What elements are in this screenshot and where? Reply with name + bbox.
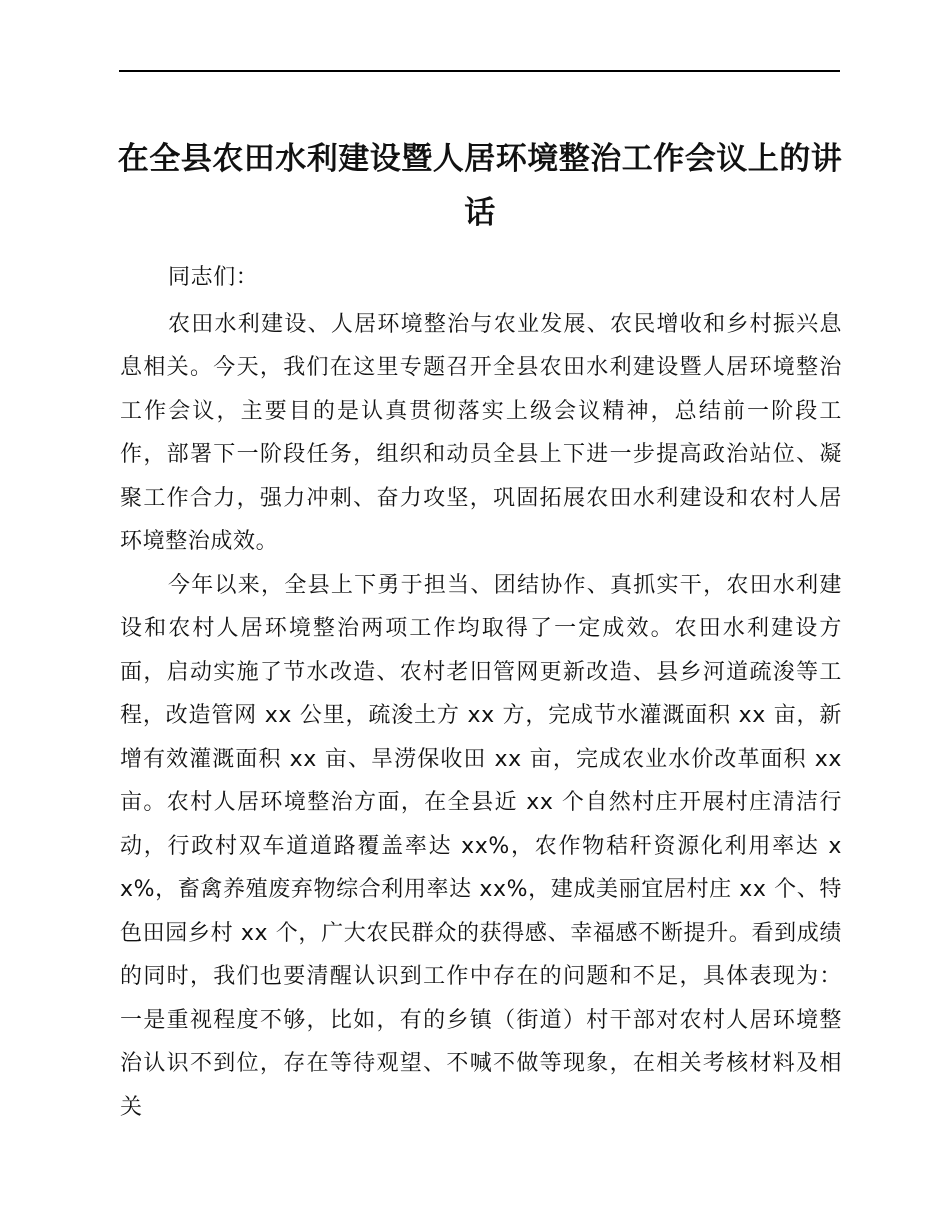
document-body [120, 256, 842, 1129]
body-paragraph-1: 农田水利建设、人居环境整治与农业发展、农民增收和乡村振兴息息相关。今天，我们在这里专题召开全县农田水利建设暨人居环境整治工作会议，主要目的是认真贯彻落实上级会议精神，总结前一阶段工作，部署下一阶段任务，组织和动员全县上下进一步提高政治站位、凝聚工作合力，强力冲刺、奋力攻坚，巩固拓展农田水利建设和农村人居环境整治成效。 [120, 311, 842, 554]
header-rule [119, 70, 840, 72]
salutation: 同志们： [168, 265, 259, 290]
body-paragraph-2: 今年以来，全县上下勇于担当、团结协作、真抓实干，农田水利建设和农村人居环境整治两项工作均取得了一定成效。农田水利建设方面，启动实施了节水改造、农村老旧管网更新改造、县乡河道疏浚等工程，改造管网 xx 公里，疏浚土方 xx 方，完成节水灌溉面积 xx 亩，新增有效灌溉面积 xx 亩、旱涝保收田 xx 亩，完成农业水价改革面积 xx 亩。农村人居环境整治方面，在全县近 xx 个自然村庄开展村庄清洁行动，行政村双车道道路覆盖率达 xx%，农作物秸秆资源化利用率达 xx%，畜禽养殖废弃物综合利用率达 xx%，建成美丽宜居村庄 xx 个、特色田园乡村 xx 个，广大农民群众的获得感、幸福感不断提升。看到成绩的同时，我们也要清醒认识到工作中存在的问题和不足，具体表现为：一是重视程度不够，比如，有的乡镇（街道）村干部对农村人居环境整治认识不到位，存在等待观望、不喊不做等现象，在相关考核材料及相关 [120, 572, 842, 1120]
document-title: 在全县农田水利建设暨人居环境整治工作会议上的讲话 [117, 141, 843, 231]
